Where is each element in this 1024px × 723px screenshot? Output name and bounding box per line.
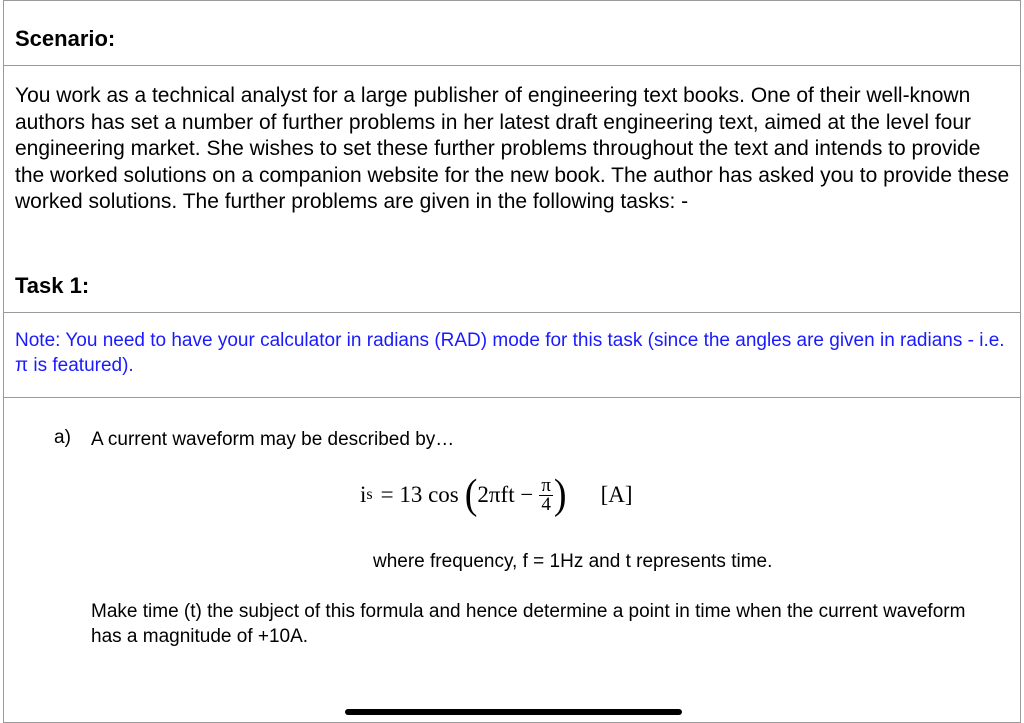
formula-where-clause: where frequency, f = 1Hz and t represents time.	[373, 551, 773, 572]
formula-open-paren: (	[464, 471, 478, 519]
formula-lhs-subscript: s	[366, 486, 373, 503]
page-border-left	[3, 0, 4, 723]
divider-scenario	[3, 65, 1021, 66]
item-marker: a)	[54, 427, 71, 448]
current-formula	[360, 471, 633, 519]
home-indicator-bar[interactable]	[345, 709, 682, 715]
divider-top	[3, 0, 1021, 1]
formula-lhs: i	[360, 482, 367, 507]
scenario-heading: Scenario:	[15, 26, 116, 51]
formula-fraction	[539, 474, 553, 515]
divider-task1	[3, 312, 1021, 313]
formula-close-paren: )	[553, 471, 567, 519]
item-intro: A current waveform may be described by…	[91, 429, 455, 450]
formula-unit: [A]	[600, 482, 633, 507]
task1-heading: Task 1:	[15, 273, 90, 298]
formula-fraction-numerator: π	[541, 474, 551, 496]
divider-note	[3, 397, 1021, 398]
page-border-right	[1020, 0, 1021, 723]
calculator-note: Note: You need to have your calculator in radians (RAD) mode for this task (since the angles are given in radians - i.e. π is featured).	[15, 330, 1005, 376]
item-question: Make time (t) the subject of this formula and hence determine a point in time when the current waveform has a magnitude of +10A.	[91, 601, 966, 647]
formula-equals: = 13 cos	[380, 482, 459, 507]
formula-inner: 2πft −	[477, 482, 534, 507]
scenario-body: You work as a technical analyst for a large publisher of engineering text books. One of their well-known authors has set a number of further problems in her latest draft engineering text, aimed at the level four engineering market. She wishes to set these further problems throughout the text and intends to provide the worked solutions on a companion website for the new book. The author has asked you to provide these worked solutions. The further problems are given in the following tasks: -	[15, 84, 1010, 213]
formula-fraction-denominator: 4	[541, 493, 551, 515]
